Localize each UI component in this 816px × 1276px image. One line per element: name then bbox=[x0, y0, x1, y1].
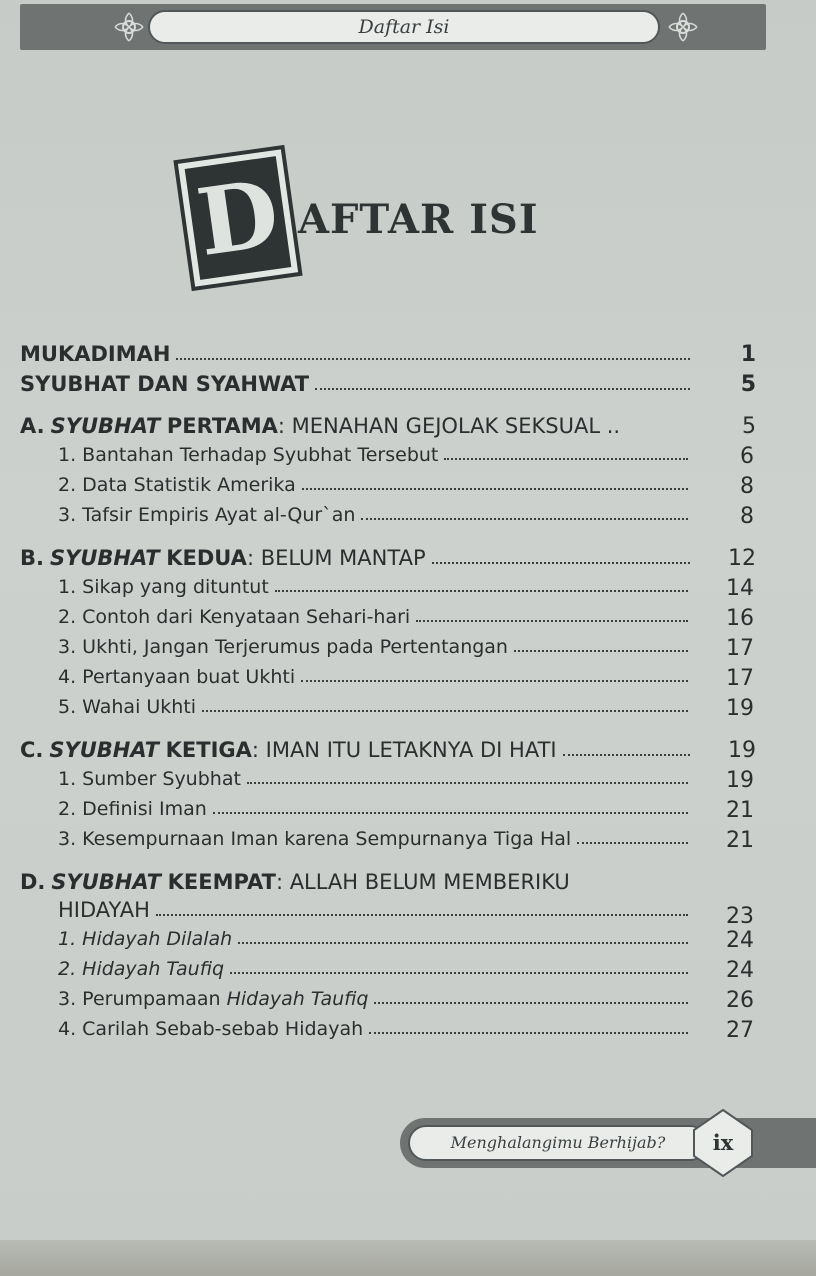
toc-entry-mukadimah bbox=[20, 342, 756, 367]
toc-page-number: 19 bbox=[726, 696, 754, 721]
section-ordinal: KEDUA bbox=[166, 546, 247, 570]
toc-section-heading bbox=[20, 738, 557, 762]
dot-leader bbox=[238, 941, 688, 944]
toc-page-number: 12 bbox=[728, 546, 756, 571]
section-ordinal: KETIGA bbox=[165, 738, 252, 762]
toc-entry-a3 bbox=[58, 504, 754, 529]
toc-page-number: 5 bbox=[740, 372, 756, 397]
toc-entry-label: HIDAYAH bbox=[58, 898, 150, 922]
toc-entry-d4 bbox=[58, 1018, 754, 1043]
toc-page-number: 5 bbox=[742, 414, 756, 439]
dot-leader bbox=[369, 1031, 688, 1034]
toc-entry-label: 2. Data Statistik Amerika bbox=[58, 474, 296, 496]
toc-page-number: 21 bbox=[726, 828, 754, 853]
page-title: AFTAR ISI bbox=[298, 196, 539, 243]
toc-entry-label-prefix: 3. Perumpamaan bbox=[58, 988, 227, 1010]
toc-section-heading bbox=[20, 870, 570, 894]
section-subject: : BELUM MANTAP bbox=[246, 546, 426, 570]
dot-leader bbox=[563, 753, 690, 756]
toc-entry-label: 1. Bantahan Terhadap Syubhat Tersebut bbox=[58, 444, 439, 466]
dot-leader bbox=[176, 357, 690, 360]
toc-entry-label: 2. Contoh dari Kenyataan Sehari-hari bbox=[58, 606, 411, 628]
toc-entry-b2 bbox=[58, 606, 754, 631]
toc-entry-label: 3. Ukhti, Jangan Terjerumus pada Pertentangan bbox=[58, 636, 508, 658]
toc-entry-a2 bbox=[58, 474, 754, 499]
section-keyword: SYUBHAT bbox=[49, 738, 159, 762]
toc-entry-b3 bbox=[58, 636, 754, 661]
dot-leader bbox=[416, 619, 688, 622]
dot-leader bbox=[202, 709, 688, 712]
toc-page-number: 26 bbox=[726, 988, 754, 1013]
dot-leader bbox=[230, 971, 688, 974]
toc-entry-d3 bbox=[58, 988, 754, 1013]
toc-page-number: 23 bbox=[726, 904, 754, 929]
dot-leader bbox=[302, 487, 688, 490]
toc-page-number: 17 bbox=[726, 636, 754, 661]
dot-leader bbox=[374, 1001, 688, 1004]
section-ordinal: KEEMPAT bbox=[167, 870, 276, 894]
section-subject: : ALLAH BELUM MEMBERIKU bbox=[275, 870, 570, 894]
toc-entry-a1 bbox=[58, 444, 754, 469]
toc-entry-label: 4. Carilah Sebab-sebab Hidayah bbox=[58, 1018, 364, 1040]
floral-ornament-icon bbox=[666, 10, 700, 44]
toc-page-number: 21 bbox=[726, 798, 754, 823]
section-keyword: SYUBHAT bbox=[50, 414, 161, 438]
toc-entry-syubhat-syahwat bbox=[20, 372, 756, 397]
toc-page-number: 16 bbox=[726, 606, 754, 631]
footer-book-title: Menghalangimu Berhijab? bbox=[408, 1125, 708, 1161]
page-number: ix bbox=[712, 1130, 734, 1155]
dot-leader bbox=[514, 649, 688, 652]
toc-section-c bbox=[20, 738, 756, 763]
toc-entry-label: 1. Sikap yang dituntut bbox=[58, 576, 269, 598]
page-edge bbox=[0, 1240, 816, 1276]
section-subject: : MENAHAN GEJOLAK SEKSUAL .. bbox=[277, 414, 621, 438]
dot-leader bbox=[275, 589, 688, 592]
section-letter: C. bbox=[20, 738, 44, 762]
toc-page-number: 24 bbox=[726, 928, 754, 953]
section-subject: : IMAN ITU LETAKNYA DI HATI bbox=[251, 738, 557, 762]
toc-page-number: 14 bbox=[726, 576, 754, 601]
toc-entry-label: 3. Kesempurnaan Iman karena Sempurnanya Tiga Hal bbox=[58, 828, 572, 850]
dot-leader bbox=[156, 913, 688, 916]
toc-page-number: 27 bbox=[726, 1018, 754, 1043]
toc-entry-label: 4. Pertanyaan buat Ukhti bbox=[58, 666, 296, 688]
toc-entry-label: 2. Definisi Iman bbox=[58, 798, 207, 820]
toc-entry-label: 5. Wahai Ukhti bbox=[58, 696, 197, 718]
toc-section-heading bbox=[20, 546, 426, 570]
dot-leader bbox=[444, 457, 688, 460]
toc-entry-b4 bbox=[58, 666, 754, 691]
toc-entry-c3 bbox=[58, 828, 754, 853]
toc-section-a bbox=[20, 414, 756, 439]
toc-entry-c2 bbox=[58, 798, 754, 823]
decorative-initial: D bbox=[185, 156, 292, 280]
toc-page-number: 19 bbox=[728, 738, 756, 763]
toc-entry-label: MUKADIMAH bbox=[20, 342, 171, 366]
toc-section-heading bbox=[20, 414, 620, 438]
toc-entry-label: SYUBHAT DAN SYAHWAT bbox=[20, 372, 310, 396]
section-letter: D. bbox=[20, 870, 46, 894]
toc-page-number: 1 bbox=[740, 342, 756, 367]
toc-page-number: 8 bbox=[740, 504, 754, 529]
dot-leader bbox=[432, 561, 690, 564]
toc-page-number: 8 bbox=[740, 474, 754, 499]
section-letter: B. bbox=[20, 546, 44, 570]
toc-entry-label bbox=[58, 988, 368, 1010]
toc-entry-label: 1. Sumber Syubhat bbox=[58, 768, 241, 790]
toc-entry-b1 bbox=[58, 576, 754, 601]
section-ordinal: PERTAMA bbox=[166, 414, 278, 438]
toc-entry-b5 bbox=[58, 696, 754, 721]
toc-entry-label: 1. Hidayah Dilalah bbox=[58, 928, 233, 950]
running-header bbox=[20, 4, 766, 50]
floral-ornament-icon bbox=[112, 10, 146, 44]
dot-leader bbox=[315, 387, 690, 390]
toc-page-number: 24 bbox=[726, 958, 754, 983]
toc-entry-c1 bbox=[58, 768, 754, 793]
toc-page-number: 17 bbox=[726, 666, 754, 691]
decorative-initial-box bbox=[173, 145, 302, 291]
dot-leader bbox=[213, 811, 688, 814]
toc-page-number: 19 bbox=[726, 768, 754, 793]
dot-leader bbox=[577, 841, 688, 844]
toc-entry-d1 bbox=[58, 928, 754, 953]
toc-entry-d0 bbox=[58, 898, 754, 929]
dot-leader bbox=[301, 679, 688, 682]
dot-leader bbox=[247, 781, 688, 784]
toc-entry-label: 3. Tafsir Empiris Ayat al-Qur`an bbox=[58, 504, 356, 526]
toc-entry-label: 2. Hidayah Taufiq bbox=[58, 958, 225, 980]
section-keyword: SYUBHAT bbox=[49, 546, 160, 570]
dot-leader bbox=[361, 517, 688, 520]
header-title: Daftar Isi bbox=[148, 10, 660, 44]
toc-entry-label-italic: Hidayah Taufiq bbox=[226, 988, 369, 1010]
toc-page-number: 6 bbox=[740, 444, 754, 469]
section-keyword: SYUBHAT bbox=[51, 870, 161, 894]
toc-section-d bbox=[20, 870, 696, 894]
toc-section-b bbox=[20, 546, 756, 571]
toc-entry-d2 bbox=[58, 958, 754, 983]
section-letter: A. bbox=[20, 414, 45, 438]
